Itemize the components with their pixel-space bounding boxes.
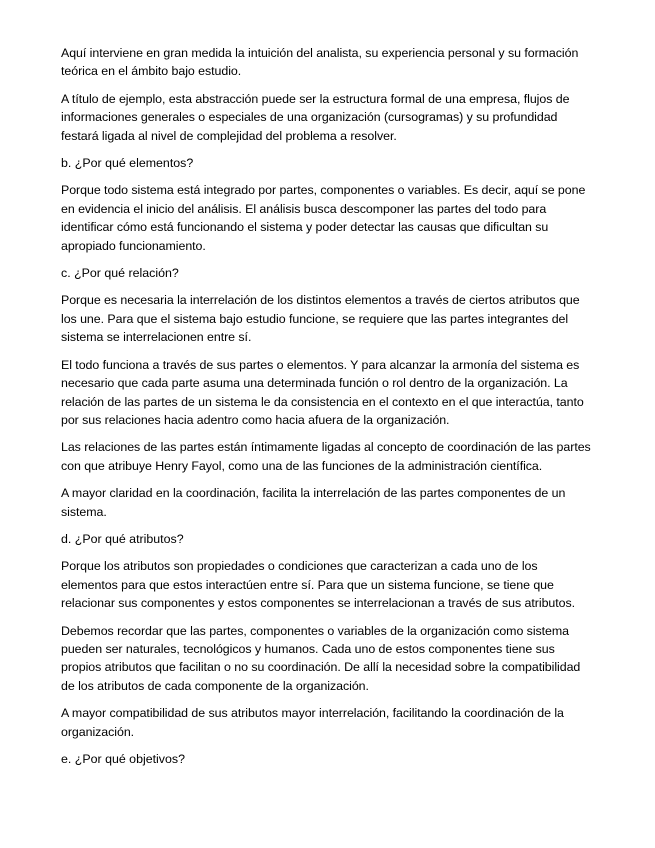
paragraph-compatibilidad: A mayor compatibilidad de sus atributos mayor interrelación, facilitando la coordinación de la organización. <box>61 706 564 739</box>
paragraph-relacion: Porque es necesaria la interrelación de los distintos elementos a través de ciertos atributos que los une. Para que el sistema bajo estudio funcione, se requiere que las partes integrantes del sistema se interrelacionen entre sí. <box>61 293 580 345</box>
paragraph-recordar: Debemos recordar que las partes, componentes o variables de la organización como sistema pueden ser naturales, tecnológicos y humanos. Cada uno de estos componentes tiene sus propios atributos que facilitan o no su coordinación. De allí la necesidad sobre la compatibilidad de los atributos de cada componente de la organización. <box>61 623 581 693</box>
document-page <box>61 44 595 777</box>
paragraph-intuicion: Aquí interviene en gran medida la intuición del analista, su experiencia personal y su formación teórica en el ámbito bajo estudio. <box>61 46 579 79</box>
paragraph-atributos: Porque los atributos son propiedades o condiciones que caracterizan a cada uno de los elementos para que estos interactúen entre sí. Para que un sistema funcione, se tiene que relacionar sus componentes y estos componentes se interrelacionan a través de sus atributos. <box>61 559 576 611</box>
heading-atributos: d. ¿Por qué atributos? <box>61 531 184 546</box>
heading-objetivos: e. ¿Por qué objetivos? <box>61 752 185 766</box>
heading-relacion: c. ¿Por qué relación? <box>61 266 179 281</box>
paragraph-todo-funciona: El todo funciona a través de sus partes o elementos. Y para alcanzar la armonía del sistema es necesario que cada parte asuma una determinada función o rol dentro de la organización. La relación de las partes de un sistema le da consistencia en el contexto en el que interactúa, tanto por sus relaciones hacia adentro como hacia afuera de la organización. <box>61 357 584 427</box>
paragraph-elementos: Porque todo sistema está integrado por partes, componentes o variables. Es decir, aquí se pone en evidencia el inicio del análisis. El análisis busca descomponer las partes del todo para identificar cómo está funcionando el sistema y poder detectar las causas que dificultan su apropiado funcionamiento. <box>61 183 586 253</box>
paragraph-ejemplo: A título de ejemplo, esta abstracción puede ser la estructura formal de una empresa, flujos de informaciones generales o especiales de una organización (cursogramas) y su profundidad festará ligada al nivel de complejidad del problema a resolver. <box>61 91 570 143</box>
paragraph-claridad: A mayor claridad en la coordinación, facilita la interrelación de las partes componentes de un sistema. <box>61 486 566 519</box>
paragraph-fayol: Las relaciones de las partes están íntimamente ligadas al concepto de coordinación de las partes con que atribuye Henry Fayol, como una de las funciones de la administración científica. <box>61 440 591 473</box>
heading-elementos: b. ¿Por qué elementos? <box>61 156 194 171</box>
